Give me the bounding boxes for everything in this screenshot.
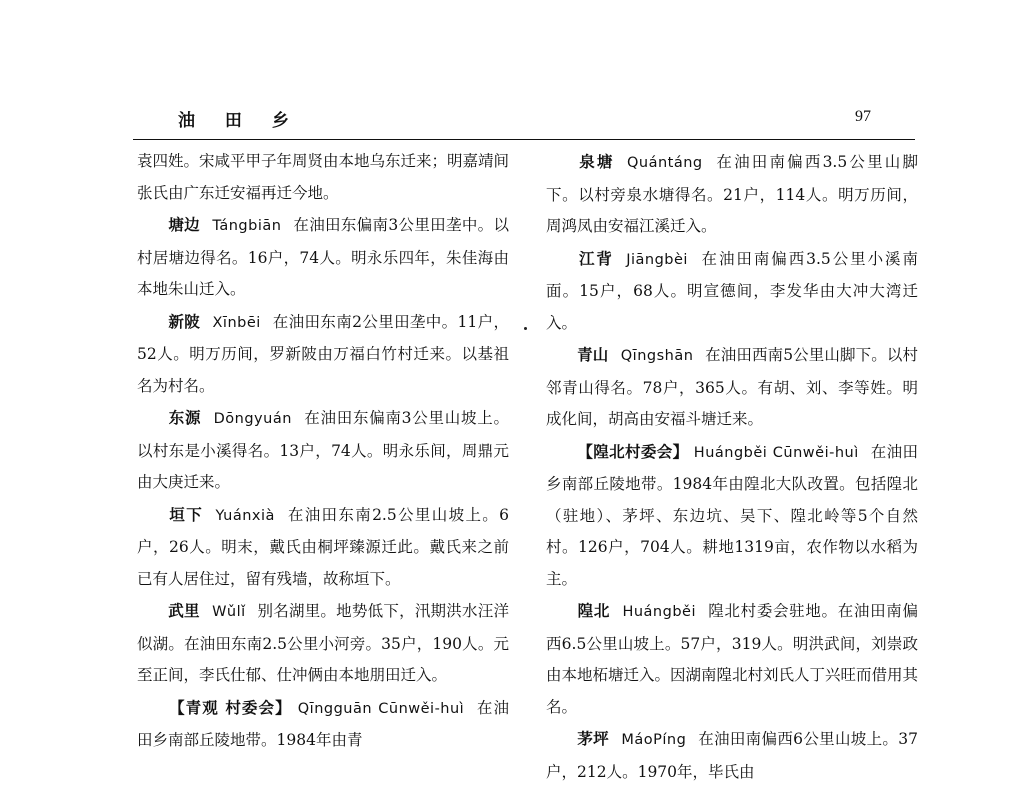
entry-huangbei (546, 595, 918, 723)
entry-romanization: MáoPíng (621, 732, 687, 748)
entry-name: 青山 (577, 345, 609, 364)
entry-name: 东源 (168, 408, 202, 427)
speck-mark (524, 327, 527, 330)
left-column (137, 146, 509, 757)
page-number: 97 (855, 108, 871, 125)
entry-qingshan (546, 339, 918, 436)
entry-jiangbei (546, 243, 918, 340)
entry-tangbian (137, 209, 509, 306)
entry-text: 在油田南偏西3.5公里山脚下。以村旁泉水塘得名。21户，114人。明万历间，周鸿凤由安福江溪迁入。 (546, 153, 918, 235)
entry-romanization: Xīnbēi (212, 314, 261, 331)
entry-romanization: Jiāngbèi (626, 251, 688, 268)
entry-text: 别名湖里。地势低下，汛期洪水汪洋似湖。在油田东南2.5公里小河旁。35户，190人。元至正间，李氏仕郁、仕冲俩由本地朋田迁入。 (137, 602, 509, 684)
entry-yuanxia (137, 499, 509, 596)
entry-romanization: Qīngshān (620, 348, 694, 364)
entry-name: 垣下 (168, 504, 204, 524)
entry-xinbei (137, 306, 509, 403)
section-qingguan (137, 692, 509, 757)
entry-text: 隍北村委会驻地。在油田南偏西6.5公里山坡上。57户，319人。明洪武间，刘崇政由本地柘塘迁入。因湖南隍北村刘氏人丁兴旺而借用其名。 (546, 602, 919, 716)
section-title: 【隍北村委会】 (577, 441, 689, 461)
entry-text: 在油田东南2.5公里山坡上。6户，26人。明末，戴氏由桐坪臻源迁此。戴氏来之前已有人居住过，留有残墙，故称垣下。 (137, 505, 509, 588)
entry-romanization: Wǔlǐ (212, 604, 246, 620)
entry-name: 茅坪 (577, 729, 609, 748)
entry-name: 江背 (577, 248, 614, 268)
entry-text: 在油田南偏西3.5公里小溪南面。15户，68人。明宣德间，李发华由大冲大湾迁入。 (546, 249, 918, 332)
right-column (546, 146, 918, 788)
entry-wuli (137, 595, 509, 692)
entry-name: 新陂 (168, 311, 201, 331)
entry-text: 在油田东偏南3公里田垄中。以村居塘边得名。16户，74人。明永乐四年，朱佳海由本地朱山迁入。 (137, 216, 509, 298)
entry-name: 塘边 (168, 215, 200, 234)
section-romanization: Huángběi Cūnwěi-huì (693, 444, 859, 461)
entry-romanization: Dōngyuán (213, 411, 292, 427)
entry-name: 泉塘 (577, 152, 615, 171)
entry-romanization: Quántáng (626, 155, 703, 171)
entry-romanization: Huángběi (622, 604, 696, 620)
entry-text: 在油田南偏西6公里山坡上。37户，212人。1970年，毕氏由 (546, 730, 918, 781)
entry-dongyuan (137, 402, 509, 499)
section-text: 在油田乡南部丘陵地带。1984年由隍北大队改置。包括隍北（驻地）、茅坪、东边坑、吴下、隍北岭等5个自然村。126户，704人。耕地1319亩，农作物以水稻为主。 (546, 442, 918, 588)
entry-maoping (546, 723, 918, 788)
entry-name: 武里 (168, 601, 200, 620)
entry-text: 在油田西南5公里山脚下。以村邻青山得名。78户，365人。有胡、刘、李等姓。明成化间，胡高由安福斗塘迁来。 (546, 346, 918, 428)
section-title: 【青观 村委会】 (168, 697, 292, 717)
entry-text: 在油田东南2公里田垄中。11户，52人。明万历间，罗新陂由万福白竹村迁来。以基祖名为村名。 (137, 312, 509, 395)
header-rule (133, 139, 915, 140)
entry-text: 在油田东偏南3公里山坡上。以村东是小溪得名。13户，74人。明永乐间，周鼎元由大庚迁来。 (137, 409, 509, 491)
section-text: 在油田乡南部丘陵地带。1984年由青 (137, 698, 509, 749)
entry-romanization: Tángbiān (212, 218, 282, 234)
section-huangbei (546, 436, 918, 596)
entry-romanization: Yuánxià (215, 507, 275, 524)
entry-quantang (546, 146, 918, 243)
section-romanization: Qīngguān Cūnwěi-huì (297, 700, 465, 717)
entry-name: 隍北 (577, 601, 611, 620)
continuation-paragraph: 袁四姓。宋咸平甲子年周贤由本地乌东迁来；明嘉靖间张氏由广东迁安福再迁今地。 (137, 152, 510, 202)
running-header-title: 油 田 乡 (178, 111, 301, 131)
